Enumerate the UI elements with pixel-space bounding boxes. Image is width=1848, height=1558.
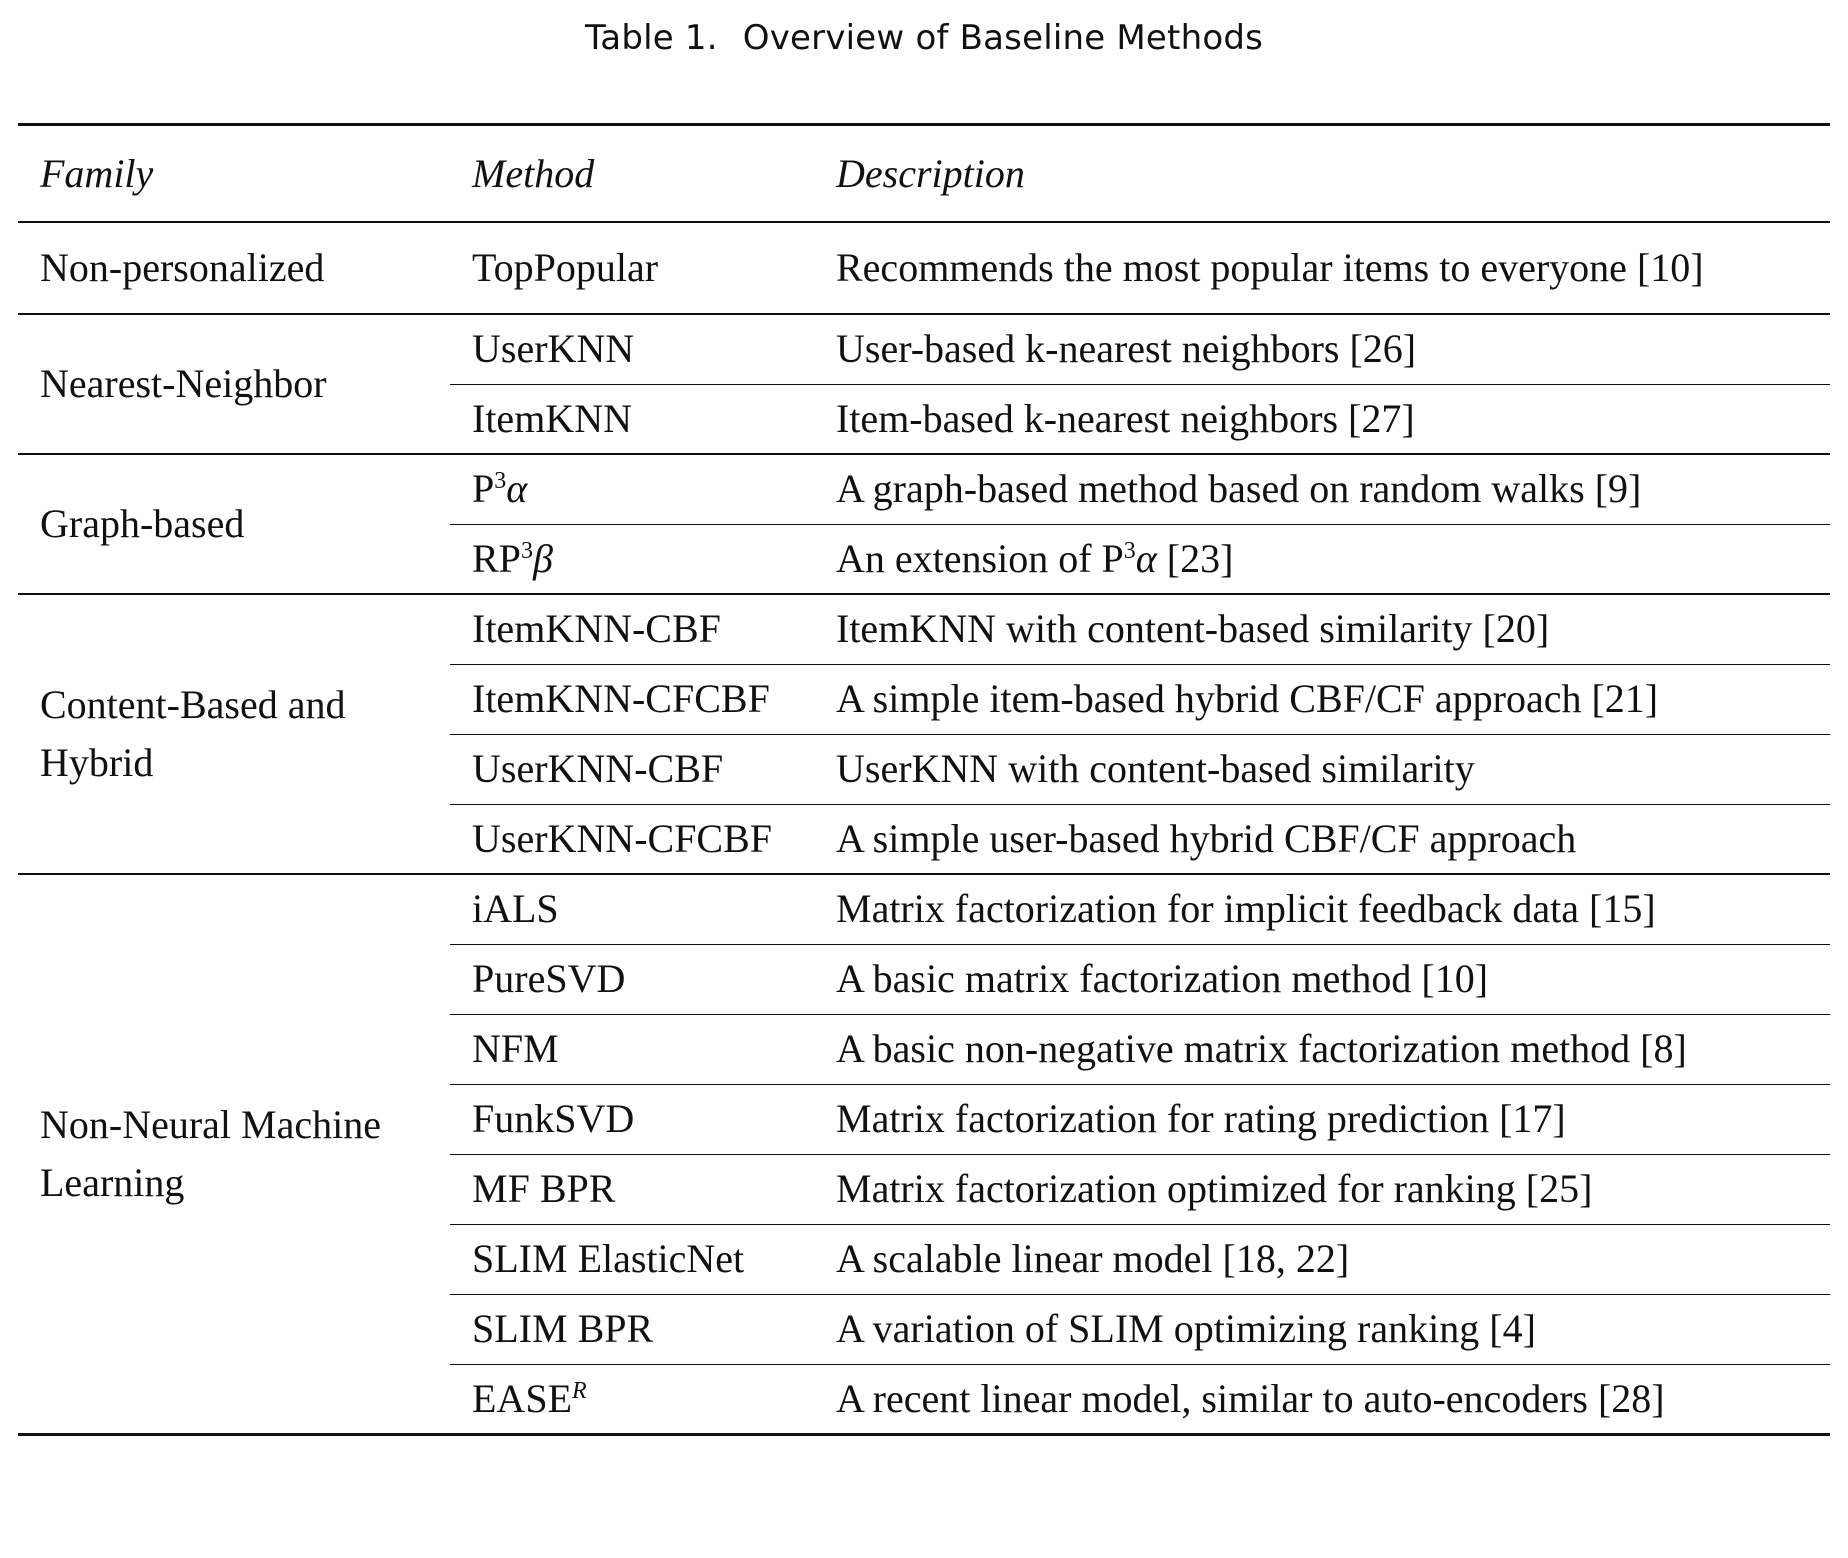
description-superscript: 3 bbox=[1123, 537, 1136, 564]
description-cell: A graph-based method based on random walks [9] bbox=[836, 466, 1642, 512]
header-family: Family bbox=[40, 150, 154, 196]
method-greek-symbol: β bbox=[532, 535, 553, 581]
method-superscript: 3 bbox=[520, 537, 533, 564]
description-cell: Matrix factorization for implicit feedback data [15] bbox=[836, 886, 1656, 932]
method-cell: TopPopular bbox=[472, 245, 659, 290]
description-cell bbox=[816, 524, 1830, 594]
description-cell: A basic non-negative matrix factorization method [8] bbox=[816, 1014, 1830, 1084]
table-row bbox=[18, 314, 1830, 384]
description-cell: Matrix factorization for rating prediction [17] bbox=[816, 1084, 1830, 1154]
method-cell: SLIM ElasticNet bbox=[450, 1224, 816, 1294]
table-row bbox=[18, 222, 1830, 314]
method-cell: FunkSVD bbox=[450, 1084, 816, 1154]
family-cell: Non-personalized bbox=[40, 245, 325, 290]
method-cell bbox=[450, 1364, 816, 1434]
description-cell: UserKNN with content-based similarity bbox=[816, 734, 1830, 804]
description-cell: A recent linear model, similar to auto-encoders [28] bbox=[816, 1364, 1830, 1434]
group-nearest-neighbor bbox=[18, 314, 1830, 454]
method-cell: MF BPR bbox=[450, 1154, 816, 1224]
table-caption bbox=[0, 18, 1848, 58]
method-cell: SLIM BPR bbox=[450, 1294, 816, 1364]
method-cell: iALS bbox=[472, 886, 559, 932]
family-cell: Graph-based bbox=[40, 501, 245, 546]
table-row bbox=[18, 874, 1830, 944]
caption-number: Table 1. bbox=[584, 18, 718, 58]
header-method: Method bbox=[472, 150, 595, 196]
description-cell: A scalable linear model [18, 22] bbox=[816, 1224, 1830, 1294]
method-cell bbox=[450, 524, 816, 594]
baseline-methods-table bbox=[18, 123, 1830, 1436]
header-row bbox=[18, 125, 1830, 223]
group-non-personalized bbox=[18, 222, 1830, 314]
description-cell: A variation of SLIM optimizing ranking [4] bbox=[816, 1294, 1830, 1364]
table-row bbox=[18, 454, 1830, 524]
description-cell: Item-based k-nearest neighbors [27] bbox=[816, 384, 1830, 454]
method-cell: UserKNN-CFCBF bbox=[450, 804, 816, 874]
method-cell: NFM bbox=[450, 1014, 816, 1084]
method-base: P bbox=[472, 466, 495, 512]
method-base: EASE bbox=[472, 1375, 572, 1421]
description-cell: ItemKNN with content-based similarity [20] bbox=[836, 606, 1550, 652]
description-text: An extension of P bbox=[836, 535, 1124, 581]
table-row bbox=[18, 594, 1830, 664]
description-cell: A simple item-based hybrid CBF/CF approach [21] bbox=[816, 664, 1830, 734]
description-cell: User-based k-nearest neighbors [26] bbox=[836, 326, 1417, 372]
method-cell: UserKNN-CBF bbox=[450, 734, 816, 804]
group-content-based-hybrid bbox=[18, 594, 1830, 874]
description-citation: [23] bbox=[1156, 535, 1234, 581]
family-cell: Content-Based and Hybrid bbox=[40, 682, 346, 785]
group-graph-based bbox=[18, 454, 1830, 594]
baseline-methods-table-container bbox=[18, 123, 1830, 1436]
method-cell: ItemKNN-CFCBF bbox=[450, 664, 816, 734]
method-cell: ItemKNN bbox=[450, 384, 816, 454]
method-superscript: R bbox=[572, 1377, 587, 1404]
method-cell: PureSVD bbox=[450, 944, 816, 1014]
description-cell: A simple user-based hybrid CBF/CF approach bbox=[816, 804, 1830, 874]
header-description: Description bbox=[836, 150, 1025, 196]
method-cell: UserKNN bbox=[472, 326, 635, 372]
method-superscript: 3 bbox=[494, 468, 507, 495]
method-cell: ItemKNN-CBF bbox=[472, 606, 721, 652]
method-base: RP bbox=[472, 535, 521, 581]
caption-title: Overview of Baseline Methods bbox=[742, 18, 1264, 58]
description-cell: A basic matrix factorization method [10] bbox=[816, 944, 1830, 1014]
description-cell: Matrix factorization optimized for ranking [25] bbox=[816, 1154, 1830, 1224]
family-cell: Non-Neural Machine Learning bbox=[40, 1101, 381, 1205]
description-greek-symbol: α bbox=[1135, 535, 1157, 581]
method-cell bbox=[450, 454, 816, 524]
family-cell: Nearest-Neighbor bbox=[40, 361, 327, 406]
group-non-neural-ml bbox=[18, 874, 1830, 1434]
description-cell: Recommends the most popular items to everyone [10] bbox=[836, 245, 1704, 290]
method-greek-symbol: α bbox=[506, 466, 528, 512]
